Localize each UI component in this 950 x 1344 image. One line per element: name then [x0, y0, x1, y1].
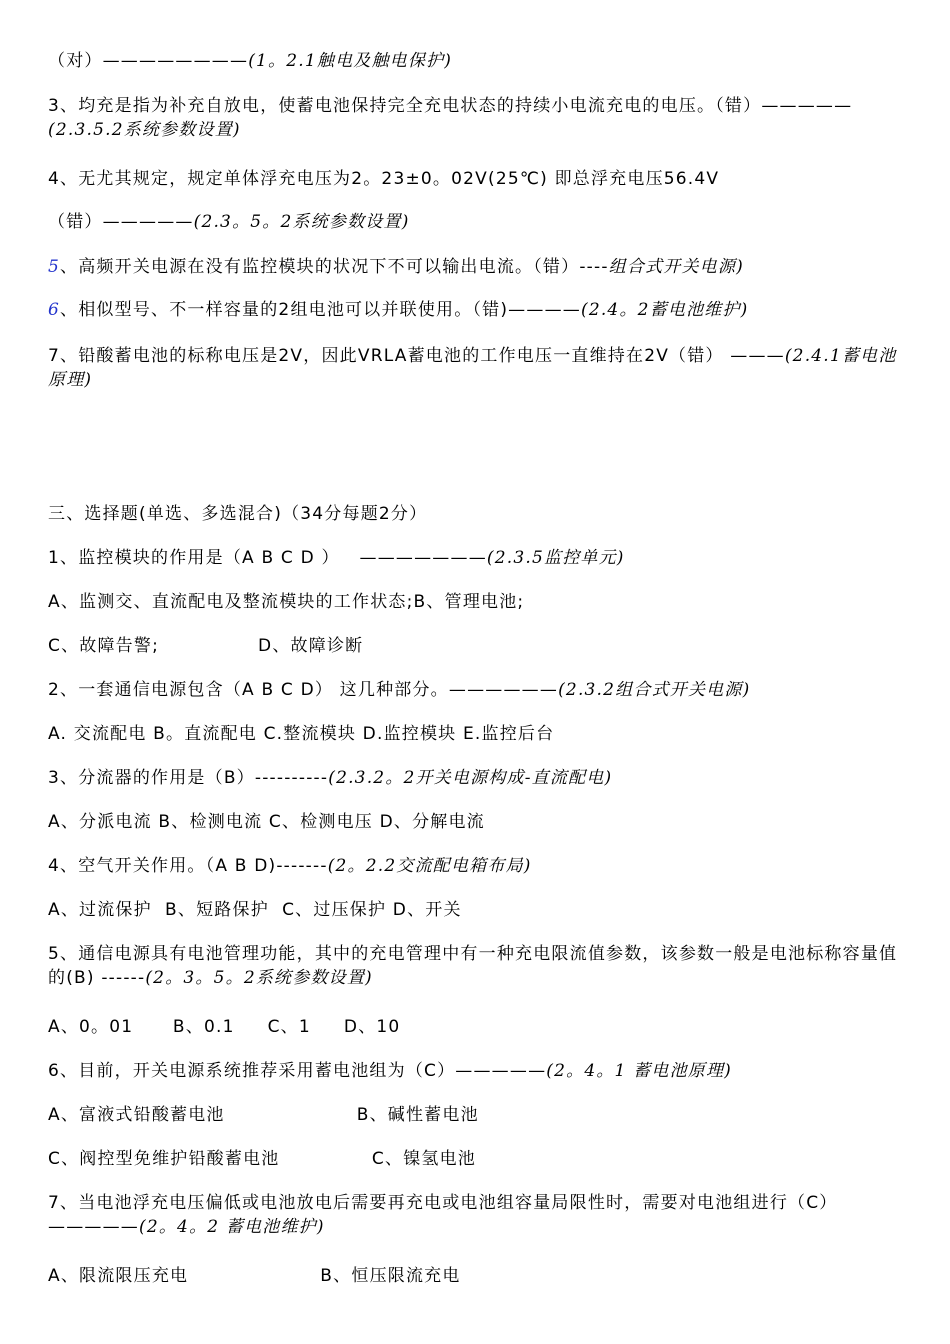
question: 2、一套通信电源包含（A B C D） 这几种部分。——————(2.3.2组合式开关电源): [48, 680, 751, 700]
question: 3、分流器的作用是（B）----------(2.3.2。2开关电源构成-直流配电): [48, 768, 613, 788]
options: A、0。01 B、0.1 C、1 D、10: [48, 1017, 401, 1037]
text-line: 4、无尤其规定，规定单体浮充电压为2。23±0。02V(25℃) 即总浮充电压56.4V: [48, 169, 720, 189]
text-line: 3、均充是指为补充自放电，使蓄电池保持完全充电状态的持续小电流充电的电压。（错）—————(2.3.5.2系统参数设置): [48, 96, 853, 140]
text-line: 5、高频开关电源在没有监控模块的状况下不可以输出电流。（错）----组合式开关电源): [48, 257, 744, 277]
options: C、阀控型免维护铅酸蓄电池 C、镍氢电池: [48, 1149, 476, 1169]
options: A、限流限压充电 B、恒压限流充电: [48, 1266, 461, 1286]
question: 6、目前，开关电源系统推荐采用蓄电池组为（C）—————(2。4。1 蓄电池原理): [48, 1061, 733, 1081]
text-line: 7、铅酸蓄电池的标称电压是2V，因此VRLA蓄电池的工作电压一直维持在2V（错） ———(2.4.1蓄电池原理): [48, 346, 897, 390]
question: 5、通信电源具有电池管理功能，其中的充电管理中有一种充电限流值参数，该参数一般是电池标称容量值的(B) ------(2。3。5。2系统参数设置): [48, 944, 898, 988]
options: C、故障告警; D、故障诊断: [48, 636, 364, 656]
question: 7、当电池浮充电压偏低或电池放电后需要再充电或电池组容量局限性时，需要对电池组进行（C）—————(2。4。2 蓄电池维护): [48, 1193, 838, 1237]
text-line: 6、相似型号、不一样容量的2组电池可以并联使用。（错)————(2.4。2蓄电池维护): [48, 300, 749, 320]
question: 1、监控模块的作用是（A B C D ） ———————(2.3.5监控单元): [48, 548, 625, 568]
section-heading: 三、选择题(单选、多选混合)（34分每题2分）: [48, 504, 428, 524]
question: 4、空气开关作用。（A B D)-------(2。2.2交流配电箱布局): [48, 856, 532, 876]
options: A、监测交、直流配电及整流模块的工作状态;B、管理电池;: [48, 592, 525, 612]
options: A、分派电流 B、检测电流 C、检测电压 D、分解电流: [48, 812, 485, 832]
text-line: （对）————————(1。2.1触电及触电保护): [48, 51, 453, 71]
options: A、富液式铅酸蓄电池 B、碱性蓄电池: [48, 1105, 479, 1125]
options: A. 交流配电 B。直流配电 C.整流模块 D.监控模块 E.监控后台: [48, 724, 555, 744]
options: A、过流保护 B、短路保护 C、过压保护 D、开关: [48, 900, 462, 920]
text-line: （错）—————(2.3。5。2系统参数设置): [48, 212, 410, 232]
